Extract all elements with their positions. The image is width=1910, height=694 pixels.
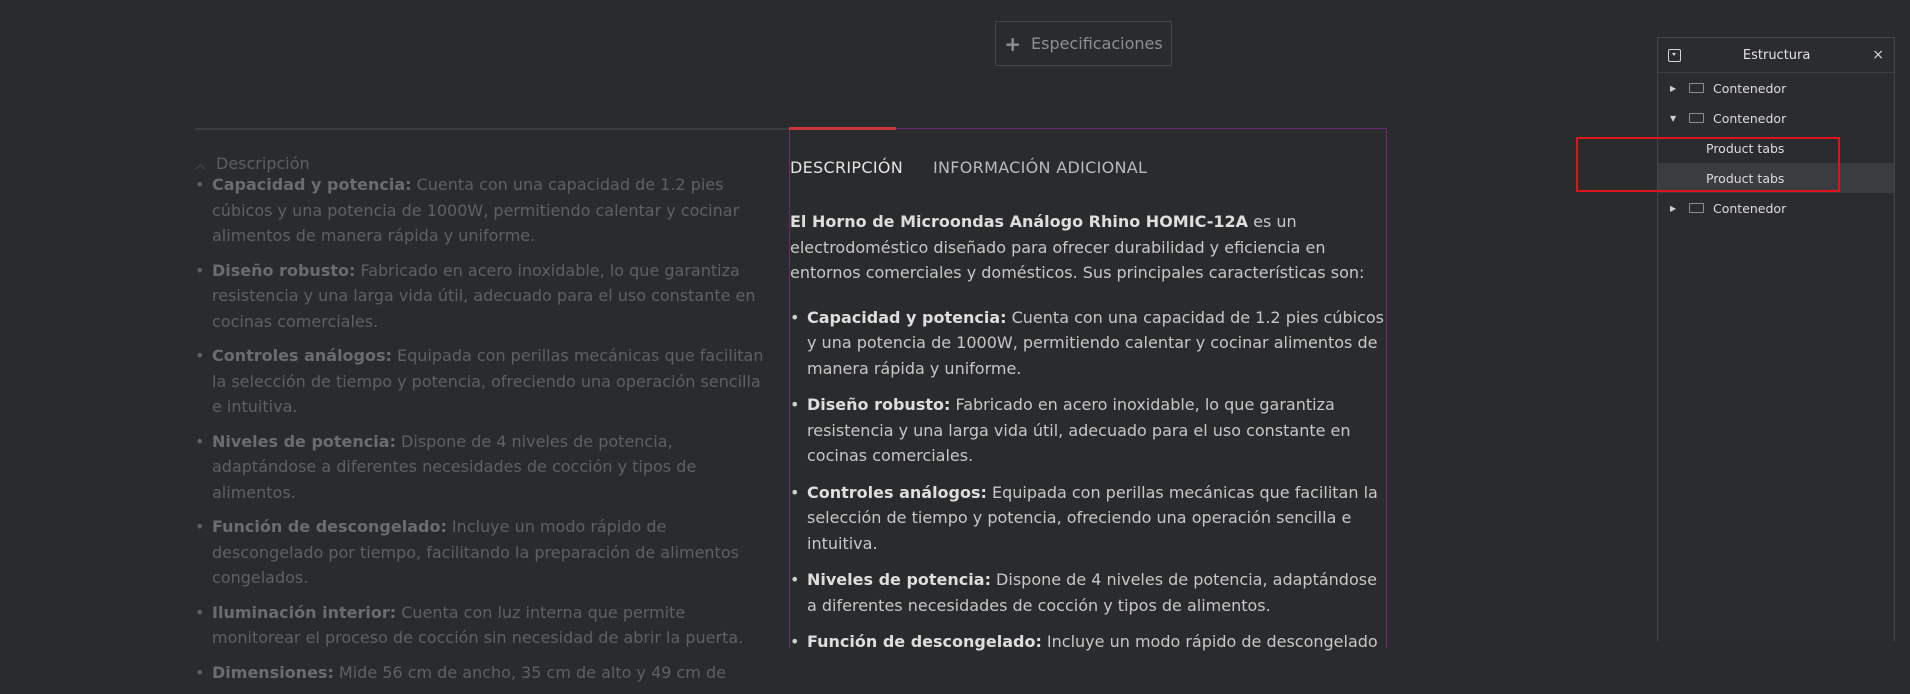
- accordion-title: Descripción: [216, 154, 310, 173]
- item-title: Capacidad y potencia:: [212, 175, 412, 194]
- list-item: [195, 343, 775, 420]
- collapse-panel-icon[interactable]: [1668, 49, 1681, 62]
- tree-item-label: Contenedor: [1713, 80, 1787, 96]
- item-title: Niveles de potencia:: [212, 431, 396, 451]
- description-accordion: [195, 128, 780, 682]
- item-text: Equipada con perillas mecánicas que facilitan la selección de tiempo y potencia, ofreciendo una operación sencilla e intuitiva.: [807, 482, 1378, 553]
- close-icon[interactable]: ×: [1872, 47, 1884, 63]
- accordion-content: [195, 175, 775, 694]
- expand-arrow-icon[interactable]: ▶: [1670, 83, 1677, 93]
- plus-icon: +: [1004, 31, 1022, 56]
- item-title: Dimensiones:: [212, 662, 334, 682]
- list-item: [195, 172, 775, 249]
- item-title: Controles análogos:: [807, 482, 987, 502]
- item-title: Capacidad y potencia:: [807, 307, 1007, 327]
- tree-item-label: Contenedor: [1713, 200, 1787, 216]
- item-text: Cuenta con una capacidad de 1.2 pies cúbicos y una potencia de 1000W, permitiendo calentar y cocinar alimentos de manera rápida y uniforme.: [807, 307, 1385, 378]
- specifications-label: Especificaciones: [1031, 34, 1163, 53]
- item-text: Cuenta con una capacidad de 1.2 pies cúbicos y una potencia de 1000W, permitiendo calentar y cocinar alimentos de manera rápida y uniforme.: [212, 175, 740, 245]
- specifications-button[interactable]: [995, 21, 1172, 66]
- container-icon: [1689, 203, 1704, 213]
- list-item: [790, 567, 1390, 618]
- intro-paragraph: [790, 209, 1390, 286]
- tree-item-label: Contenedor: [1713, 110, 1787, 126]
- tab-description[interactable]: DESCRIPCIÓN: [790, 158, 903, 177]
- tab-additional-info[interactable]: INFORMACIÓN ADICIONAL: [933, 158, 1148, 177]
- list-item: [790, 392, 1390, 469]
- item-text: Cuenta con luz interna que permite monitorear el proceso de cocción sin necesidad de abrir la puerta.: [212, 602, 744, 647]
- item-title: Iluminación interior:: [212, 602, 397, 622]
- list-item: [790, 305, 1390, 382]
- tab-content: [790, 209, 1390, 666]
- container-icon: [1689, 113, 1704, 123]
- tree-item-label: Product tabs: [1706, 170, 1785, 186]
- item-text: Mide 56 cm de ancho, 35 cm de alto y 49 cm de: [333, 662, 726, 682]
- collapse-arrow-icon[interactable]: ▼: [1670, 113, 1677, 123]
- list-item: [195, 600, 775, 651]
- item-title: Diseño robusto:: [212, 260, 356, 280]
- chevron-up-icon: ︿: [195, 157, 206, 171]
- list-item: [790, 629, 1390, 655]
- item-title: Función de descongelado:: [212, 517, 447, 536]
- item-text: Dispone de 4 niveles de potencia, adaptándose a diferentes necesidades de cocción y tipos de alimentos.: [807, 570, 1377, 615]
- product-name: El Horno de Microondas Análogo Rhino HOMIC-12A: [790, 212, 1249, 231]
- tree-item-container[interactable]: [1658, 193, 1894, 223]
- active-tab-indicator: [789, 127, 896, 130]
- item-title: Función de descongelado:: [807, 632, 1042, 651]
- accordion-header[interactable]: [195, 154, 310, 173]
- highlight-annotation: [1576, 137, 1840, 192]
- item-text: Fabricado en acero inoxidable, lo que garantiza resistencia y una larga vida útil, adecuado para el uso constante en cocinas comerciales.: [212, 260, 756, 331]
- expand-arrow-icon[interactable]: ▶: [1670, 203, 1677, 213]
- item-text: Incluye un modo rápido de descongelado por tiempo, facilitando la preparación de alimentos congelados.: [212, 517, 739, 587]
- tree-item-container[interactable]: [1658, 73, 1894, 103]
- item-title: Diseño robusto:: [807, 395, 951, 414]
- item-text: Dispone de 4 niveles de potencia, adaptándose a diferentes necesidades de cocción y tipos de alimentos.: [212, 431, 697, 502]
- list-item: [790, 480, 1390, 557]
- item-text: Incluye un modo rápido de descongelado: [1041, 632, 1378, 651]
- panel-header: [1658, 38, 1894, 73]
- tree-item-label: Product tabs: [1706, 140, 1785, 156]
- container-icon: [1689, 83, 1704, 93]
- item-title: Controles análogos:: [212, 346, 392, 365]
- item-text: Equipada con perillas mecánicas que facilitan la selección de tiempo y potencia, ofreciendo una operación sencilla e intuitiva.: [212, 346, 764, 416]
- intro-text: es un electrodoméstico diseñado para ofrecer durabilidad y eficiencia en entornos comerciales y domésticos. Sus principales características son:: [790, 212, 1365, 282]
- item-text: Fabricado en acero inoxidable, lo que garantiza resistencia y una larga vida útil, adecuado para el uso constante en cocinas comerciales.: [807, 395, 1351, 465]
- item-title: Niveles de potencia:: [807, 570, 991, 589]
- list-item: [195, 514, 775, 591]
- tree-item-container[interactable]: [1658, 103, 1894, 133]
- list-item: [195, 660, 775, 686]
- tab-bar: [790, 158, 1147, 177]
- panel-title: Estructura: [1742, 47, 1811, 63]
- features-list: [790, 305, 1390, 655]
- structure-panel: [1657, 37, 1895, 641]
- divider: [195, 128, 790, 130]
- list-item: [195, 258, 775, 335]
- list-item: [195, 429, 775, 506]
